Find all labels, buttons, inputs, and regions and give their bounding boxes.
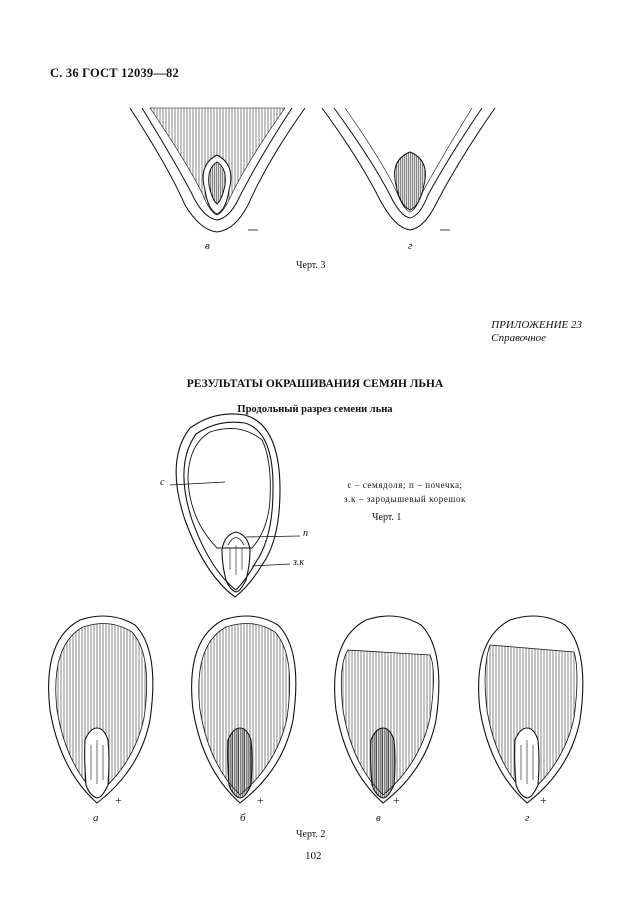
section-subtitle: Продольный разрез семени льна	[237, 404, 393, 415]
legend-line-1: с – семядоля; п – почечка;	[347, 480, 463, 490]
fig2-seed-v	[335, 616, 439, 803]
fig1-caption: Черт. 1	[372, 512, 402, 523]
fig2-seed-a	[49, 616, 153, 803]
page-number: 102	[305, 850, 322, 862]
fig1-label-p: п	[303, 528, 308, 539]
fig3-caption: Черт. 3	[296, 260, 326, 271]
fig2-mark-g: +	[540, 793, 547, 807]
fig1-label-c: c	[160, 477, 165, 488]
fig3-label-g: г	[408, 240, 413, 252]
fig3-seed-g	[322, 108, 495, 230]
legend-line-2: з.к – зародышевый корешок	[343, 494, 467, 504]
fig2-seed-g	[479, 616, 583, 803]
fig2-mark-a: +	[115, 793, 122, 807]
fig3-label-v: в	[205, 240, 210, 252]
appendix-title: ПРИЛОЖЕНИЕ 23	[491, 319, 582, 331]
fig3-seed-v	[130, 108, 305, 232]
fig2-label-b: б	[240, 812, 246, 824]
fig2-label-g: г	[525, 812, 530, 824]
appendix-block	[491, 319, 582, 345]
fig2-label-v: в	[376, 812, 381, 824]
appendix-subtitle: Справочное	[491, 332, 547, 344]
fig2-label-a: а	[93, 812, 99, 824]
page-header: С. 36 ГОСТ 12039—82	[50, 66, 179, 80]
fig2-caption: Черт. 2	[296, 829, 326, 840]
figure1-legend	[305, 478, 505, 506]
fig2-mark-v: +	[393, 793, 400, 807]
fig2-seed-b	[192, 616, 296, 803]
fig2-mark-b: +	[257, 793, 264, 807]
fig1-seed	[170, 414, 300, 597]
section-title: РЕЗУЛЬТАТЫ ОКРАШИВАНИЯ СЕМЯН ЛЬНА	[186, 378, 444, 390]
fig1-label-zk: з.к	[293, 557, 305, 568]
